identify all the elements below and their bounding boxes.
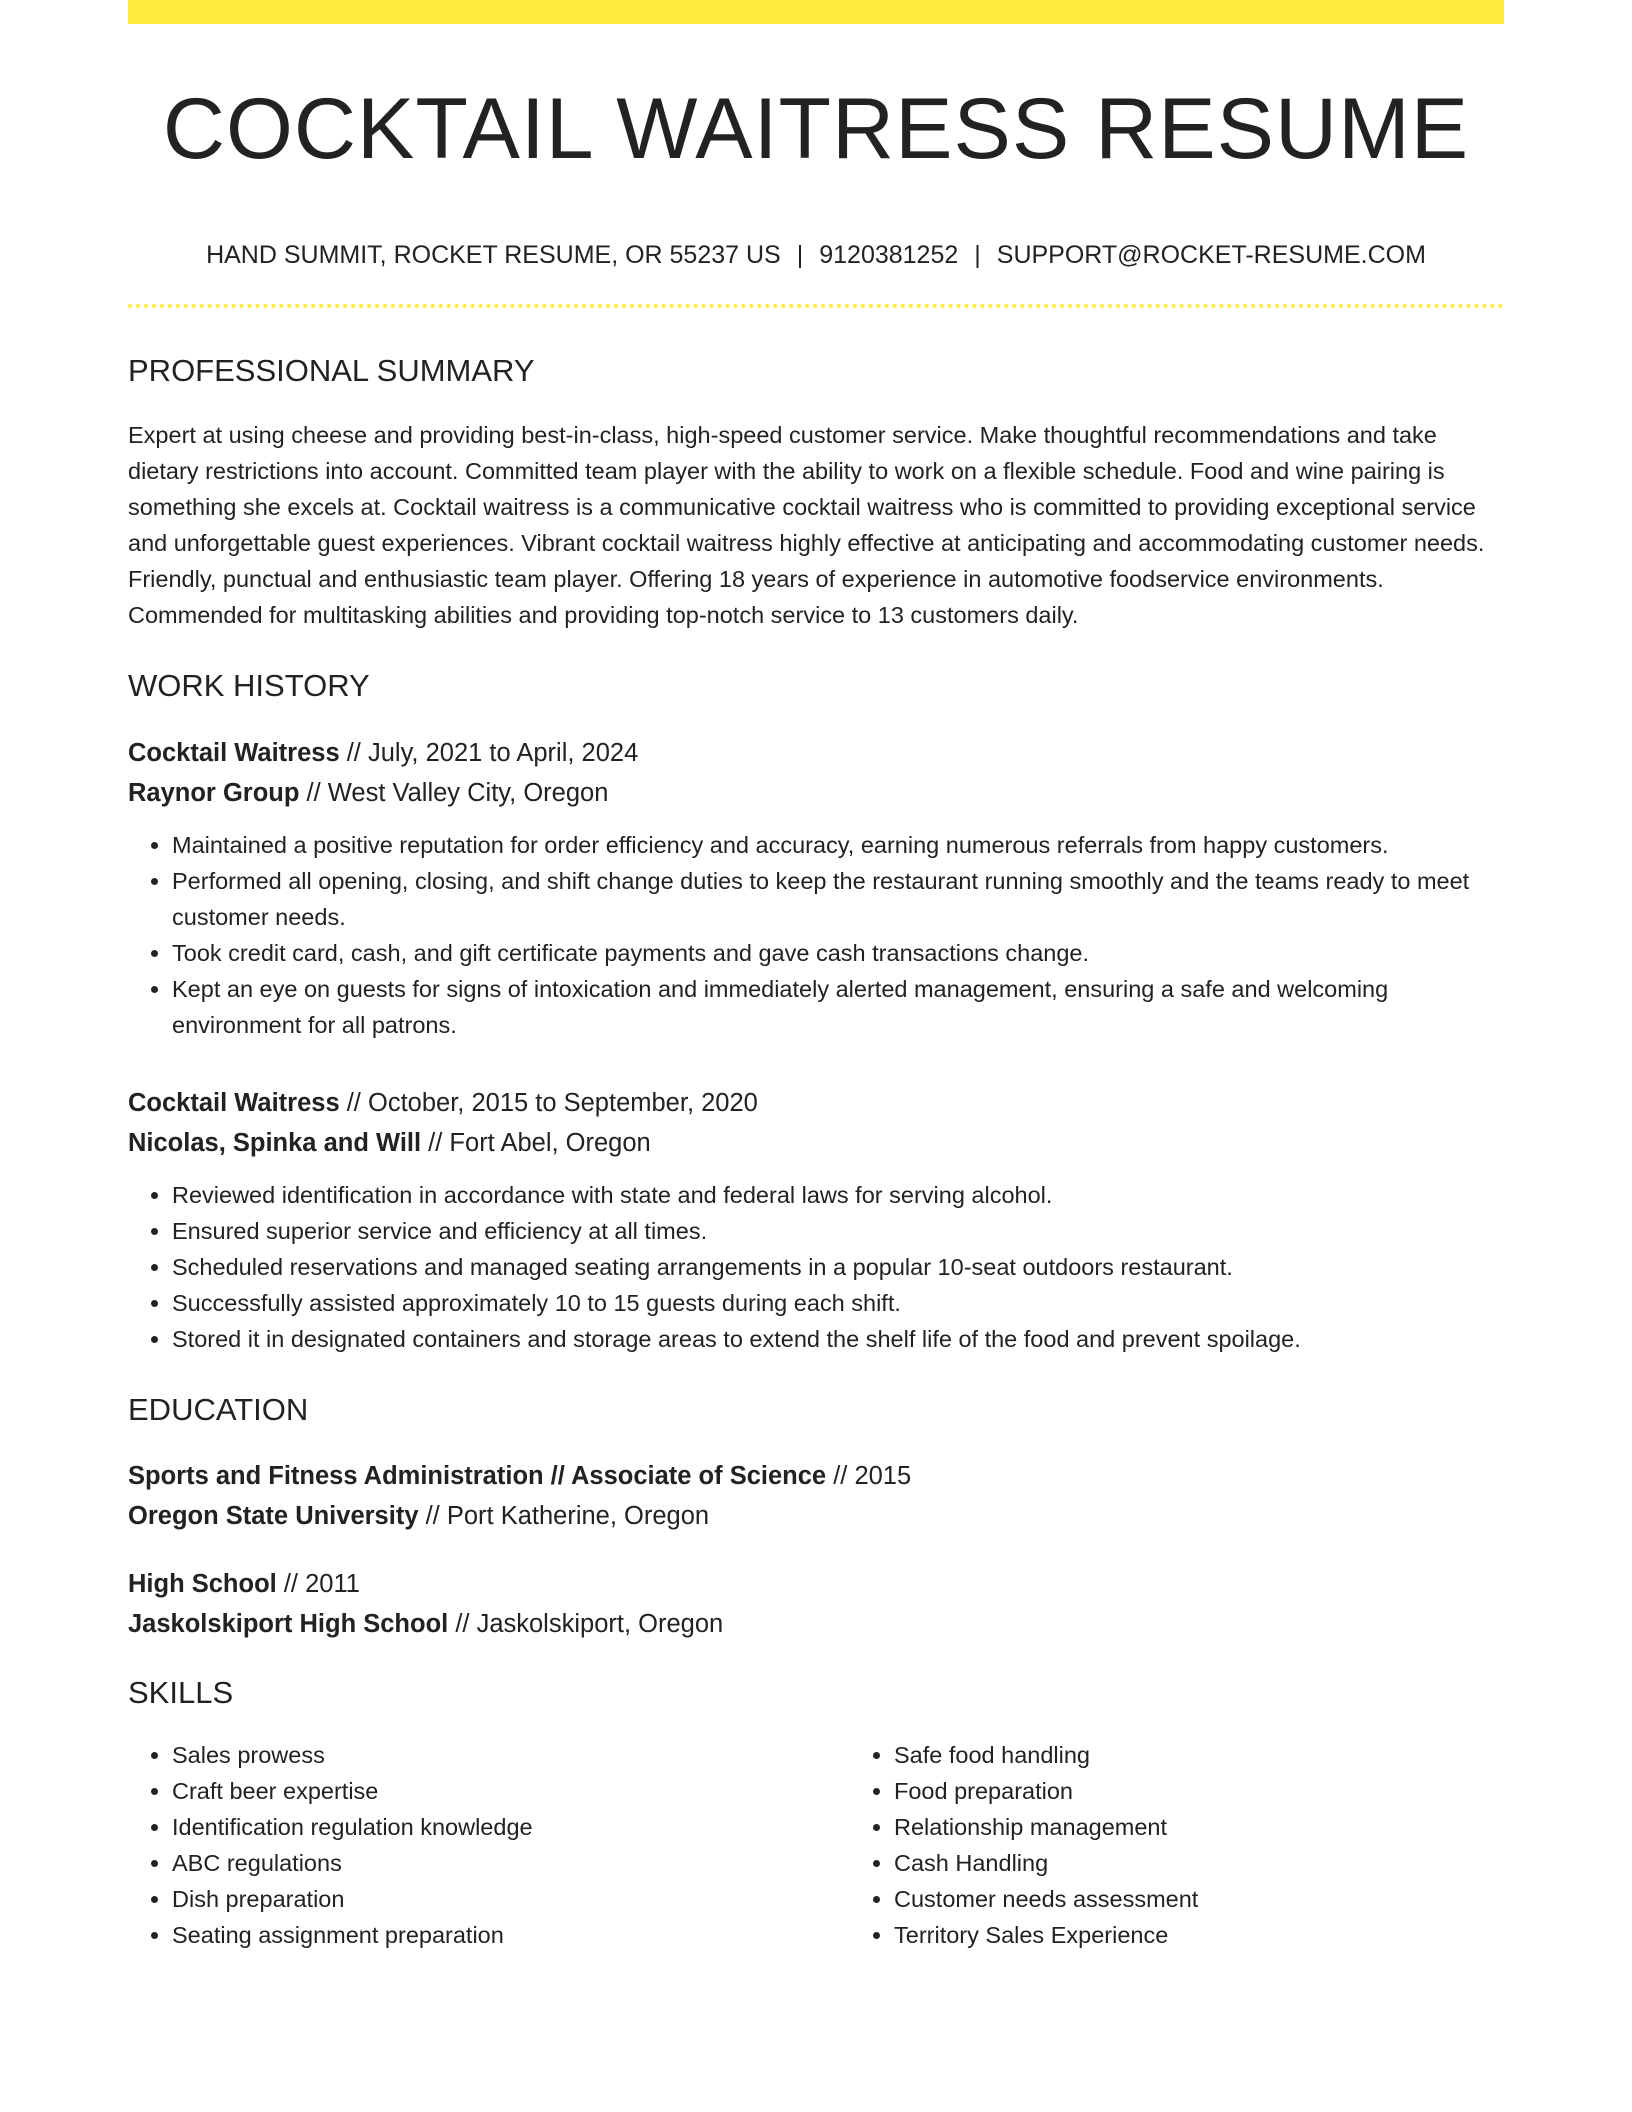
list-item: • Kept an eye on guests for signs of intoxication and immediately alerted management, ensuring a safe and welcoming environment for all patrons. bbox=[172, 971, 1504, 1043]
list-item: • Successfully assisted approximately 10 to 15 guests during each shift. bbox=[172, 1285, 1504, 1321]
contact-line bbox=[128, 240, 1504, 270]
job-title-line bbox=[128, 733, 1504, 773]
contact-phone: 9120381252 bbox=[819, 241, 959, 270]
contact-email: SUPPORT@ROCKET-RESUME.COM bbox=[996, 241, 1426, 270]
school-location: // Jaskolskiport, Oregon bbox=[448, 1609, 724, 1638]
education-heading: EDUCATION bbox=[128, 1391, 309, 1427]
skills-list-right bbox=[850, 1737, 1494, 1953]
education-entry bbox=[128, 1456, 1504, 1536]
job-location: // Fort Abel, Oregon bbox=[421, 1128, 651, 1157]
list-item: • Performed all opening, closing, and shift change duties to keep the restaurant running smoothly and the teams ready to meet customer needs. bbox=[172, 863, 1504, 935]
job-company: Raynor Group bbox=[128, 778, 300, 807]
school-line bbox=[128, 1496, 1504, 1536]
work-history-section bbox=[128, 667, 1504, 1356]
school: Jaskolskiport High School bbox=[128, 1609, 449, 1638]
list-item: • Customer needs assessment bbox=[894, 1881, 1494, 1917]
summary-text: Expert at using cheese and providing best-in-class, high-speed customer service. Make thoughtful recommendations and take dietary restrictions into account. Committed team player with the ability to work on a flexible schedule. Food and wine pairing is something she excels at. Cocktail waitress is a communicative cocktail waitress who is committed to providing exceptional service and unforgettable guest experiences. Vibrant cocktail waitress highly effective at anticipating and accommodating customer needs. Friendly, punctual and enthusiastic team player. Offering 18 years of experience in automotive foodservice environments. Commended for multitasking abilities and providing top-notch service to 13 customers daily. bbox=[128, 422, 1485, 629]
skills-heading: SKILLS bbox=[128, 1674, 234, 1710]
list-item: • Territory Sales Experience bbox=[894, 1917, 1494, 1953]
job-entry bbox=[128, 1083, 1504, 1357]
list-item: • Stored it in designated containers and storage areas to extend the shelf life of the food and prevent spoilage. bbox=[172, 1321, 1504, 1357]
job-company-line bbox=[128, 1123, 1504, 1163]
list-item: • Dish preparation bbox=[172, 1881, 806, 1917]
job-title: Cocktail Waitress bbox=[128, 738, 340, 767]
education-section bbox=[128, 1391, 1504, 1644]
degree-year: // 2011 bbox=[276, 1569, 360, 1598]
job-duties-list bbox=[128, 827, 1504, 1043]
degree: Sports and Fitness Administration // Associate of Science bbox=[128, 1461, 827, 1490]
list-item: • ABC regulations bbox=[172, 1845, 806, 1881]
summary-section bbox=[128, 352, 1504, 633]
resume-title: COCKTAIL WAITRESS RESUME bbox=[162, 81, 1470, 177]
job-company: Nicolas, Spinka and Will bbox=[128, 1128, 422, 1157]
list-item: • Sales prowess bbox=[172, 1737, 806, 1773]
job-dates: // October, 2015 to September, 2020 bbox=[339, 1088, 758, 1117]
dotted-divider bbox=[128, 304, 1504, 308]
contact-address: HAND SUMMIT, ROCKET RESUME, OR 55237 US bbox=[206, 241, 781, 270]
education-entry bbox=[128, 1564, 1504, 1644]
list-item: • Ensured superior service and efficiency at all times. bbox=[172, 1213, 1504, 1249]
skills-list-left bbox=[128, 1737, 806, 1953]
list-item: • Maintained a positive reputation for order efficiency and accuracy, earning numerous referrals from happy customers. bbox=[172, 827, 1504, 863]
list-item: • Safe food handling bbox=[894, 1737, 1494, 1773]
list-item: • Reviewed identification in accordance with state and federal laws for serving alcohol. bbox=[172, 1177, 1504, 1213]
job-entry bbox=[128, 733, 1504, 1043]
job-location: // West Valley City, Oregon bbox=[299, 778, 609, 807]
school-location: // Port Katherine, Oregon bbox=[418, 1501, 710, 1530]
summary-heading: PROFESSIONAL SUMMARY bbox=[128, 353, 535, 389]
degree-line bbox=[128, 1564, 1504, 1604]
job-title-line bbox=[128, 1083, 1504, 1123]
job-dates: // July, 2021 to April, 2024 bbox=[339, 738, 639, 767]
contact-separator: | bbox=[796, 241, 804, 270]
contact-separator: | bbox=[974, 241, 981, 270]
skills-section bbox=[128, 1674, 1504, 1953]
school-line bbox=[128, 1604, 1504, 1644]
degree-year: // 2015 bbox=[826, 1461, 912, 1490]
list-item: • Food preparation bbox=[894, 1773, 1494, 1809]
resume-page bbox=[128, 0, 1504, 1953]
job-title: Cocktail Waitress bbox=[128, 1088, 340, 1117]
list-item: • Seating assignment preparation bbox=[172, 1917, 806, 1953]
job-duties-list bbox=[128, 1177, 1504, 1357]
list-item: • Craft beer expertise bbox=[172, 1773, 806, 1809]
skills-columns bbox=[128, 1737, 1504, 1953]
work-history-heading: WORK HISTORY bbox=[128, 668, 370, 704]
list-item: • Relationship management bbox=[894, 1809, 1494, 1845]
list-item: • Cash Handling bbox=[894, 1845, 1494, 1881]
top-accent-bar bbox=[128, 0, 1504, 24]
school: Oregon State University bbox=[128, 1501, 419, 1530]
list-item: • Scheduled reservations and managed seating arrangements in a popular 10-seat outdoors restaurant. bbox=[172, 1249, 1504, 1285]
degree-line bbox=[128, 1456, 1504, 1496]
list-item: • Identification regulation knowledge bbox=[172, 1809, 806, 1845]
list-item: • Took credit card, cash, and gift certificate payments and gave cash transactions change. bbox=[172, 935, 1504, 971]
job-company-line bbox=[128, 773, 1504, 813]
degree: High School bbox=[128, 1569, 277, 1598]
